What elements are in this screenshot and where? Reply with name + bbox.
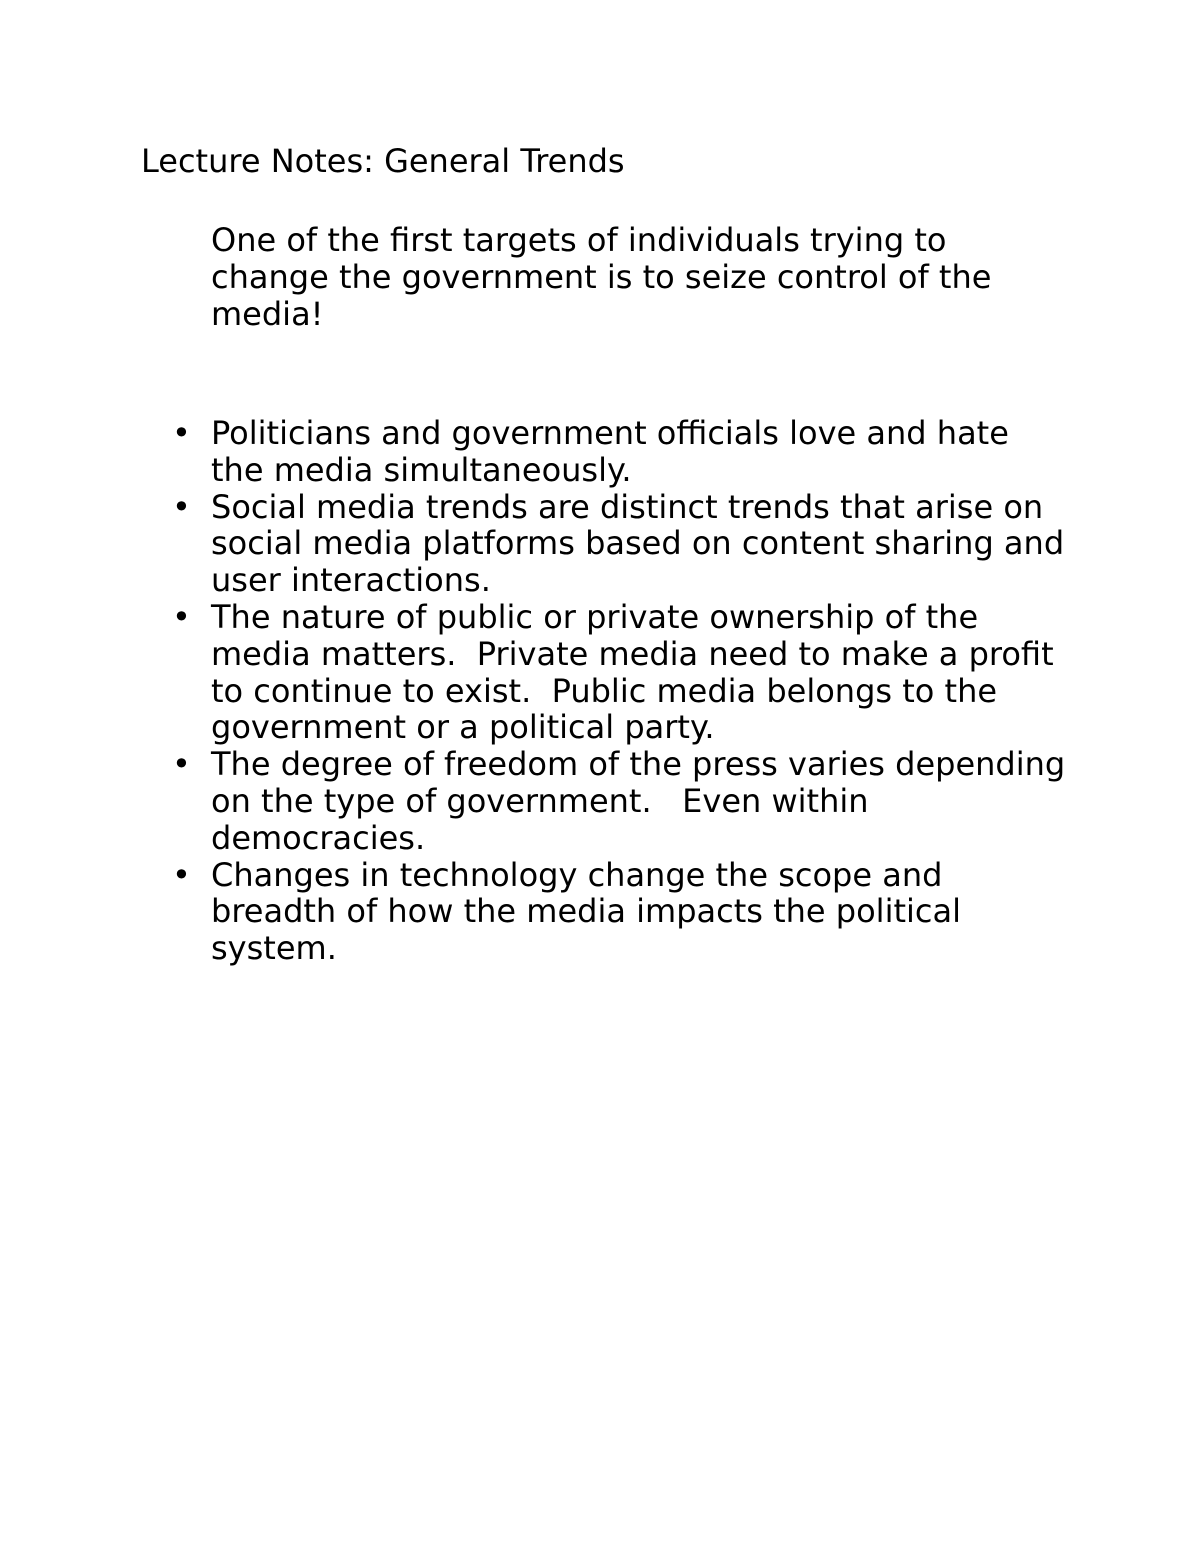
list-item-text: Politicians and government officials love and hate the media simultaneously. (211, 414, 1009, 489)
list-item (0, 745, 1076, 857)
list-item-text: Changes in technology change the scope and breadth of how the media impacts the political system. (211, 855, 961, 968)
list-item (0, 857, 1071, 967)
page-title: Lecture Notes: General Trends (141, 142, 625, 180)
bullet-icon: • (172, 855, 191, 894)
intro-paragraph: One of the first targets of individuals trying to change the government is to seize control of the media! (211, 221, 992, 333)
list-item (0, 489, 1071, 599)
list-item (0, 415, 1071, 489)
bullet-icon: • (172, 597, 191, 636)
list-item (0, 599, 1071, 746)
list-item-text: Social media trends are distinct trends that arise on social media platforms based on content sharing and user interactions. (211, 487, 1065, 600)
bullet-icon: • (172, 745, 191, 784)
bullet-icon: • (172, 414, 191, 452)
bullet-icon: • (172, 487, 191, 526)
bullet-list (0, 415, 1200, 967)
list-item-text: The degree of freedom of the press varies depending on the type of government. Even within democracies. (211, 745, 1076, 857)
list-item-text: The nature of public or private ownership of the media matters. Private media need to make a profit to continue to exist. Public media belongs to the government or a political party. (211, 597, 1064, 747)
